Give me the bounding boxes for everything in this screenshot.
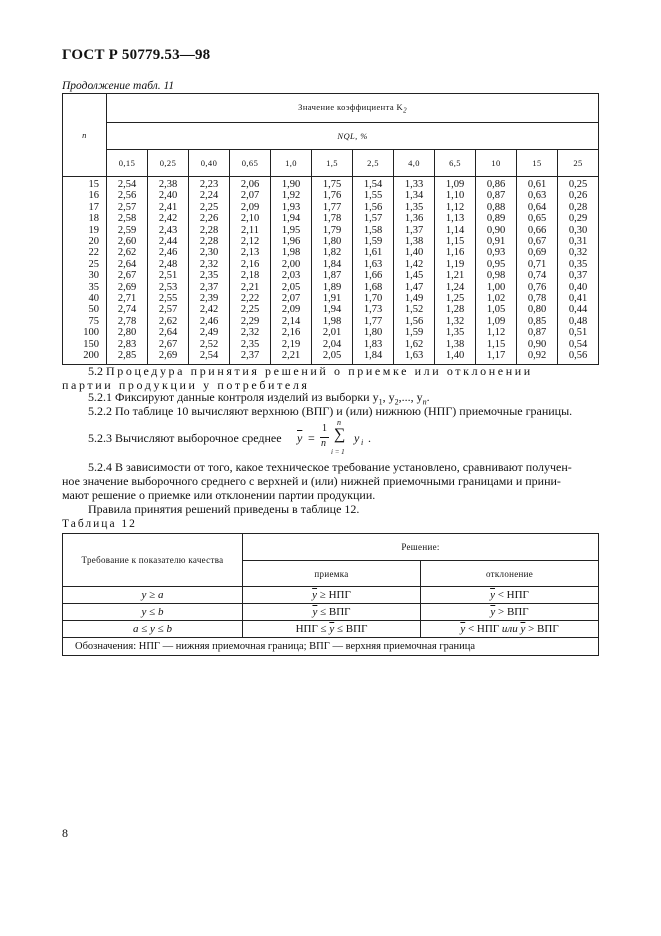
k2-value: 1,25: [445, 293, 465, 305]
k2-value: 2,25: [199, 201, 219, 213]
k2-value: 2,59: [117, 224, 137, 236]
requirement-cell: y ≤ b: [63, 604, 243, 621]
k2-value: 1,70: [363, 293, 383, 305]
table-12: [62, 533, 599, 656]
nql-column-header: 1,5: [312, 150, 353, 177]
k2-value: 1,49: [404, 293, 424, 305]
accept-cell: $\overline{y}$ ≥ НПГ: [243, 587, 421, 604]
sum-symbol: ∑: [334, 426, 346, 443]
k2-value: 1,75: [322, 179, 342, 190]
k2-value: 0,37: [568, 270, 588, 282]
n-value: 150: [83, 338, 99, 350]
k2-value: 1,63: [363, 258, 383, 270]
k2-value: 1,19: [445, 258, 465, 270]
section-5-2-title-line1: 5.2 Процедура принятия решений о приемке или отклонении: [88, 364, 533, 378]
k2-value: 1,76: [322, 190, 342, 202]
k2-value: 2,69: [117, 281, 137, 293]
table-row: [63, 604, 599, 621]
k2-value: 2,43: [158, 224, 178, 236]
k2-value: 2,42: [158, 213, 178, 225]
k2-value: 1,95: [281, 224, 301, 236]
k2-value: 1,58: [363, 224, 383, 236]
nql-column-header: 25: [558, 150, 599, 177]
k2-value: 2,24: [199, 190, 219, 202]
paragraph-5-2-4-line3: мают решение о приемке или отклонении партии продукции.: [62, 488, 376, 502]
k2-value: 2,04: [322, 338, 342, 350]
k2-value: 0,80: [527, 304, 547, 316]
k2-value: 1,12: [486, 327, 506, 339]
k2-column: [394, 177, 435, 365]
k2-value: 2,44: [158, 236, 178, 248]
k2-value: 2,32: [199, 258, 219, 270]
k2-value: 2,62: [158, 315, 178, 327]
k2-value: 1,90: [281, 179, 301, 190]
k2-value: 1,02: [486, 293, 506, 305]
n-value: 30: [88, 270, 99, 282]
n-value: 22: [88, 247, 99, 259]
k2-value: 2,67: [158, 338, 178, 350]
nql-column-header: 4,0: [394, 150, 435, 177]
requirement-cell: a ≤ y ≤ b: [63, 621, 243, 638]
k2-value: 1,38: [404, 236, 424, 248]
k2-value: 0,69: [527, 247, 547, 259]
k2-value: 1,98: [322, 315, 342, 327]
accept-cell: НПГ ≤ $\overline{y}$ ≤ ВПГ: [243, 621, 421, 638]
k2-column: [189, 177, 230, 365]
k2-value: 1,38: [445, 338, 465, 350]
k2-value: 0,86: [486, 179, 506, 190]
paragraph-5-2-4-line2: ное значение выборочного среднего с верхней и (или) нижней приемочными границами и прини-: [62, 474, 561, 488]
k2-value: 0,28: [568, 201, 588, 213]
n-value: 75: [88, 315, 99, 327]
k2-value: 0,78: [527, 293, 547, 305]
decision-header: Решение:: [243, 534, 599, 561]
k2-value: 2,16: [281, 327, 301, 339]
paragraph-5-2-2: 5.2.2 По таблице 10 вычисляют верхнюю (ВПГ) и (или) нижнюю (НПГ) приемочные границы.: [88, 404, 573, 418]
k2-value: 1,35: [404, 201, 424, 213]
k2-value: 2,00: [281, 258, 301, 270]
k2-value: 1,09: [445, 179, 465, 190]
k2-value: 0,26: [568, 190, 588, 202]
n-value: 19: [88, 224, 99, 236]
k2-value: 2,09: [281, 304, 301, 316]
k2-value: 2,21: [240, 281, 260, 293]
k2-value: 1,83: [363, 338, 383, 350]
n-value: 35: [88, 281, 99, 293]
k2-value: 1,84: [363, 350, 383, 362]
k2-value: 2,35: [199, 270, 219, 282]
k2-value: 2,69: [158, 350, 178, 362]
nql-values-row: [63, 150, 599, 177]
n-value: 100: [83, 327, 99, 339]
k2-value: 2,54: [117, 179, 137, 190]
k2-value: 1,40: [404, 247, 424, 259]
k2-value: 1,09: [486, 315, 506, 327]
k2-value: 2,05: [281, 281, 301, 293]
k2-value: 2,07: [281, 293, 301, 305]
page-number: 8: [62, 826, 68, 840]
k2-value: 0,65: [527, 213, 547, 225]
k2-column: [558, 177, 599, 365]
k2-value: 2,03: [281, 270, 301, 282]
k2-value: 2,30: [199, 247, 219, 259]
k2-value: 0,98: [486, 270, 506, 282]
k2-value: 2,28: [199, 236, 219, 248]
k2-value: 2,12: [240, 236, 260, 248]
k2-value: 1,21: [445, 270, 465, 282]
k2-value: 2,23: [199, 179, 219, 190]
k2-value: 2,10: [240, 213, 260, 225]
accept-cell: $\overline{y}$ ≤ ВПГ: [243, 604, 421, 621]
k2-value: 1,16: [445, 247, 465, 259]
k2-value: 0,90: [527, 338, 547, 350]
k2-value: 2,64: [158, 327, 178, 339]
nql-column-header: 0,65: [230, 150, 271, 177]
k2-value: 2,35: [240, 338, 260, 350]
k2-value: 0,54: [568, 338, 588, 350]
k2-value: 1,54: [363, 179, 383, 190]
k2-value: 2,19: [281, 338, 301, 350]
k2-value: 2,37: [240, 350, 260, 362]
k2-value: 0,63: [527, 190, 547, 202]
k2-value: 1,15: [486, 338, 506, 350]
k2-value: 0,95: [486, 258, 506, 270]
k2-value: 2,39: [199, 293, 219, 305]
k2-value: 2,78: [117, 315, 137, 327]
n-value: 200: [83, 350, 99, 362]
k2-value: 0,35: [568, 258, 588, 270]
k2-value: 1,42: [404, 258, 424, 270]
k2-value: 0,32: [568, 247, 588, 259]
n-header: n: [63, 94, 107, 177]
k2-value: 1,56: [363, 201, 383, 213]
k2-value: 1,55: [363, 190, 383, 202]
k2-value: 1,40: [445, 350, 465, 362]
k2-column: [148, 177, 189, 365]
accept-header: приемка: [243, 561, 421, 587]
k2-value: 1,36: [404, 213, 424, 225]
k2-value: 0,93: [486, 247, 506, 259]
k2-value: 1,17: [486, 350, 506, 362]
k2-value: 2,37: [199, 281, 219, 293]
table-12-legend: Обозначения: НПГ — нижняя приемочная граница; ВПГ — верхняя приемочная граница: [63, 638, 599, 656]
k2-value: 1,73: [363, 304, 383, 316]
paragraph-5-2-1: 5.2.1 Фиксируют данные контроля изделий из выборки $y_1$, $y_2$,..., $y_n$.: [88, 390, 430, 407]
k2-value: 1,61: [363, 247, 383, 259]
k2-value: 2,48: [158, 258, 178, 270]
k2-value: 0,29: [568, 213, 588, 225]
k2-value: 1,62: [404, 338, 424, 350]
k2-value: 0,44: [568, 304, 588, 316]
k2-value: 2,07: [240, 190, 260, 202]
k2-value: 1,80: [363, 327, 383, 339]
k2-value: 2,11: [241, 224, 259, 236]
k2-value: 2,46: [158, 247, 178, 259]
k2-value: 1,92: [281, 190, 301, 202]
k2-value: 2,58: [117, 213, 137, 225]
k2-value: 1,93: [281, 201, 301, 213]
k2-value: 0,76: [527, 281, 547, 293]
k2-value: 2,60: [117, 236, 137, 248]
reject-cell: $\overline{y}$ < НПГ или $\overline{y}$ > ВПГ: [421, 621, 599, 638]
k2-value: 2,09: [240, 201, 260, 213]
k2-value: 1,14: [445, 224, 465, 236]
k2-value: 1,57: [363, 213, 383, 225]
k2-value: 1,52: [404, 304, 424, 316]
k2-value: 2,51: [158, 270, 178, 282]
k2-value: 0,91: [486, 236, 506, 248]
k2-value: 0,61: [527, 179, 547, 190]
requirement-header: Требование к показателю качества: [63, 534, 243, 587]
k2-value: 1,91: [322, 293, 342, 305]
table-11-body: [63, 177, 599, 365]
k2-value: 1,35: [445, 327, 465, 339]
k2-value: 0,66: [527, 224, 547, 236]
k2-value: 1,79: [322, 224, 342, 236]
reject-cell: $\overline{y}$ > ВПГ: [421, 604, 599, 621]
k2-value: 0,89: [486, 213, 506, 225]
k2-value: 1,84: [322, 258, 342, 270]
k2-value: 2,64: [117, 258, 137, 270]
section-5-2-title-line2: партии продукции у потребителя: [62, 378, 310, 392]
k2-value: 2,52: [199, 338, 219, 350]
k2-value: 2,49: [199, 327, 219, 339]
k2-column: [230, 177, 271, 365]
n-value: 18: [88, 213, 99, 225]
table-12-caption: Таблица 12: [62, 518, 137, 530]
k2-value: 2,32: [240, 327, 260, 339]
k2-value: 1,59: [404, 327, 424, 339]
requirement-cell: y ≥ a: [63, 587, 243, 604]
k2-value: 1,00: [486, 281, 506, 293]
nql-column-header: 0,40: [189, 150, 230, 177]
k2-value: 0,71: [527, 258, 547, 270]
nql-column-header: 0,15: [107, 150, 148, 177]
table-11-caption: Продолжение табл. 11: [62, 80, 175, 92]
k2-header: Значение коэффициента $K_2$: [107, 94, 599, 123]
mean-formula: $\overline{y}$ = 1 n n ∑ i = 1 y i .: [297, 418, 371, 456]
k2-column: [271, 177, 312, 365]
paragraph-5-2-4-line1: 5.2.4 В зависимости от того, какое техническое требование установлено, сравнивают получен-: [88, 460, 572, 474]
k2-value: 2,25: [240, 304, 260, 316]
k2-column: [517, 177, 558, 365]
k2-value: 1,32: [445, 315, 465, 327]
paragraph-5-2-3: 5.2.3 Вычисляют выборочное среднее: [88, 431, 282, 445]
k2-value: 2,13: [240, 247, 260, 259]
k2-value: 0,88: [486, 201, 506, 213]
k2-value: 1,59: [363, 236, 383, 248]
k2-value: 1,47: [404, 281, 424, 293]
k2-value: 1,24: [445, 281, 465, 293]
k2-value: 2,14: [281, 315, 301, 327]
k2-value: 1,45: [404, 270, 424, 282]
k2-value: 1,80: [322, 236, 342, 248]
n-value: 16: [88, 190, 99, 202]
k2-column: [353, 177, 394, 365]
k2-value: 0,40: [568, 281, 588, 293]
k2-column: [435, 177, 476, 365]
nql-column-header: 15: [517, 150, 558, 177]
k2-value: 1,87: [322, 270, 342, 282]
k2-value: 0,51: [568, 327, 588, 339]
k2-value: 0,67: [527, 236, 547, 248]
k2-value: 1,33: [404, 179, 424, 190]
k2-value: 1,68: [363, 281, 383, 293]
table-row: [63, 587, 599, 604]
n-column: [63, 177, 107, 365]
k2-value: 2,71: [117, 293, 137, 305]
n-value: 17: [88, 201, 99, 213]
k2-value: 1,66: [363, 270, 383, 282]
k2-value: 1,77: [322, 201, 342, 213]
k2-value: 2,57: [158, 304, 178, 316]
k2-value: 1,34: [404, 190, 424, 202]
reject-cell: $\overline{y}$ < НПГ: [421, 587, 599, 604]
k2-value: 1,10: [445, 190, 465, 202]
k2-value: 2,18: [240, 270, 260, 282]
k2-value: 0,64: [527, 201, 547, 213]
nql-column-header: 2,5: [353, 150, 394, 177]
k2-value: 0,30: [568, 224, 588, 236]
k2-value: 2,16: [240, 258, 260, 270]
k2-value: 1,37: [404, 224, 424, 236]
k2-value: 2,67: [117, 270, 137, 282]
k2-value: 2,54: [199, 350, 219, 362]
k2-value: 1,96: [281, 236, 301, 248]
k2-value: 2,74: [117, 304, 137, 316]
k2-value: 1,13: [445, 213, 465, 225]
k2-column: [107, 177, 148, 365]
k2-value: 2,83: [117, 338, 137, 350]
k2-value: 2,26: [199, 213, 219, 225]
table-row: [63, 621, 599, 638]
n-value: 15: [88, 179, 99, 190]
k2-value: 0,90: [486, 224, 506, 236]
n-value: 20: [88, 236, 99, 248]
k2-value: 2,62: [117, 247, 137, 259]
nql-column-header: 1,0: [271, 150, 312, 177]
k2-value: 0,31: [568, 236, 588, 248]
k2-value: 1,63: [404, 350, 424, 362]
reject-header: отклонение: [421, 561, 599, 587]
k2-value: 2,55: [158, 293, 178, 305]
k2-value: 0,92: [527, 350, 547, 362]
k2-value: 0,25: [568, 179, 588, 190]
k2-value: 0,41: [568, 293, 588, 305]
k2-value: 0,87: [527, 327, 547, 339]
paragraph-5-2-5: Правила принятия решений приведены в таблице 12.: [88, 502, 360, 516]
k2-value: 1,77: [363, 315, 383, 327]
table-11: [62, 93, 599, 365]
k2-value: 2,40: [158, 190, 178, 202]
k2-value: 1,89: [322, 281, 342, 293]
k2-value: 1,82: [322, 247, 342, 259]
k2-value: 1,78: [322, 213, 342, 225]
k2-value: 2,01: [322, 327, 342, 339]
k2-value: 0,56: [568, 350, 588, 362]
k2-value: 2,06: [240, 179, 260, 190]
k2-value: 2,53: [158, 281, 178, 293]
k2-value: 1,12: [445, 201, 465, 213]
k2-value: 1,15: [445, 236, 465, 248]
k2-value: 2,41: [158, 201, 178, 213]
nql-column-header: 6,5: [435, 150, 476, 177]
nql-column-header: 10: [476, 150, 517, 177]
k2-value: 2,29: [240, 315, 260, 327]
k2-value: 2,38: [158, 179, 178, 190]
k2-value: 2,85: [117, 350, 137, 362]
k2-column: [476, 177, 517, 365]
nql-column-header: 0,25: [148, 150, 189, 177]
k2-value: 2,80: [117, 327, 137, 339]
n-value: 40: [88, 293, 99, 305]
k2-value: 1,98: [281, 247, 301, 259]
n-value: 50: [88, 304, 99, 316]
nql-header: NQL, %: [107, 123, 599, 150]
k2-value: 0,85: [527, 315, 547, 327]
k2-value: 0,48: [568, 315, 588, 327]
k2-value: 0,74: [527, 270, 547, 282]
n-value: 25: [88, 258, 99, 270]
k2-value: 2,22: [240, 293, 260, 305]
k2-value: 2,21: [281, 350, 301, 362]
k2-value: 0,87: [486, 190, 506, 202]
k2-value: 1,56: [404, 315, 424, 327]
k2-value: 2,28: [199, 224, 219, 236]
k2-value: 2,56: [117, 190, 137, 202]
k2-value: 1,28: [445, 304, 465, 316]
document-header: ГОСТ Р 50779.53—98: [62, 47, 211, 63]
k2-value: 1,05: [486, 304, 506, 316]
k2-value: 2,05: [322, 350, 342, 362]
k2-value: 2,46: [199, 315, 219, 327]
k2-value: 2,42: [199, 304, 219, 316]
k2-value: 1,94: [281, 213, 301, 225]
k2-value: 1,94: [322, 304, 342, 316]
k2-column: [312, 177, 353, 365]
k2-value: 2,57: [117, 201, 137, 213]
